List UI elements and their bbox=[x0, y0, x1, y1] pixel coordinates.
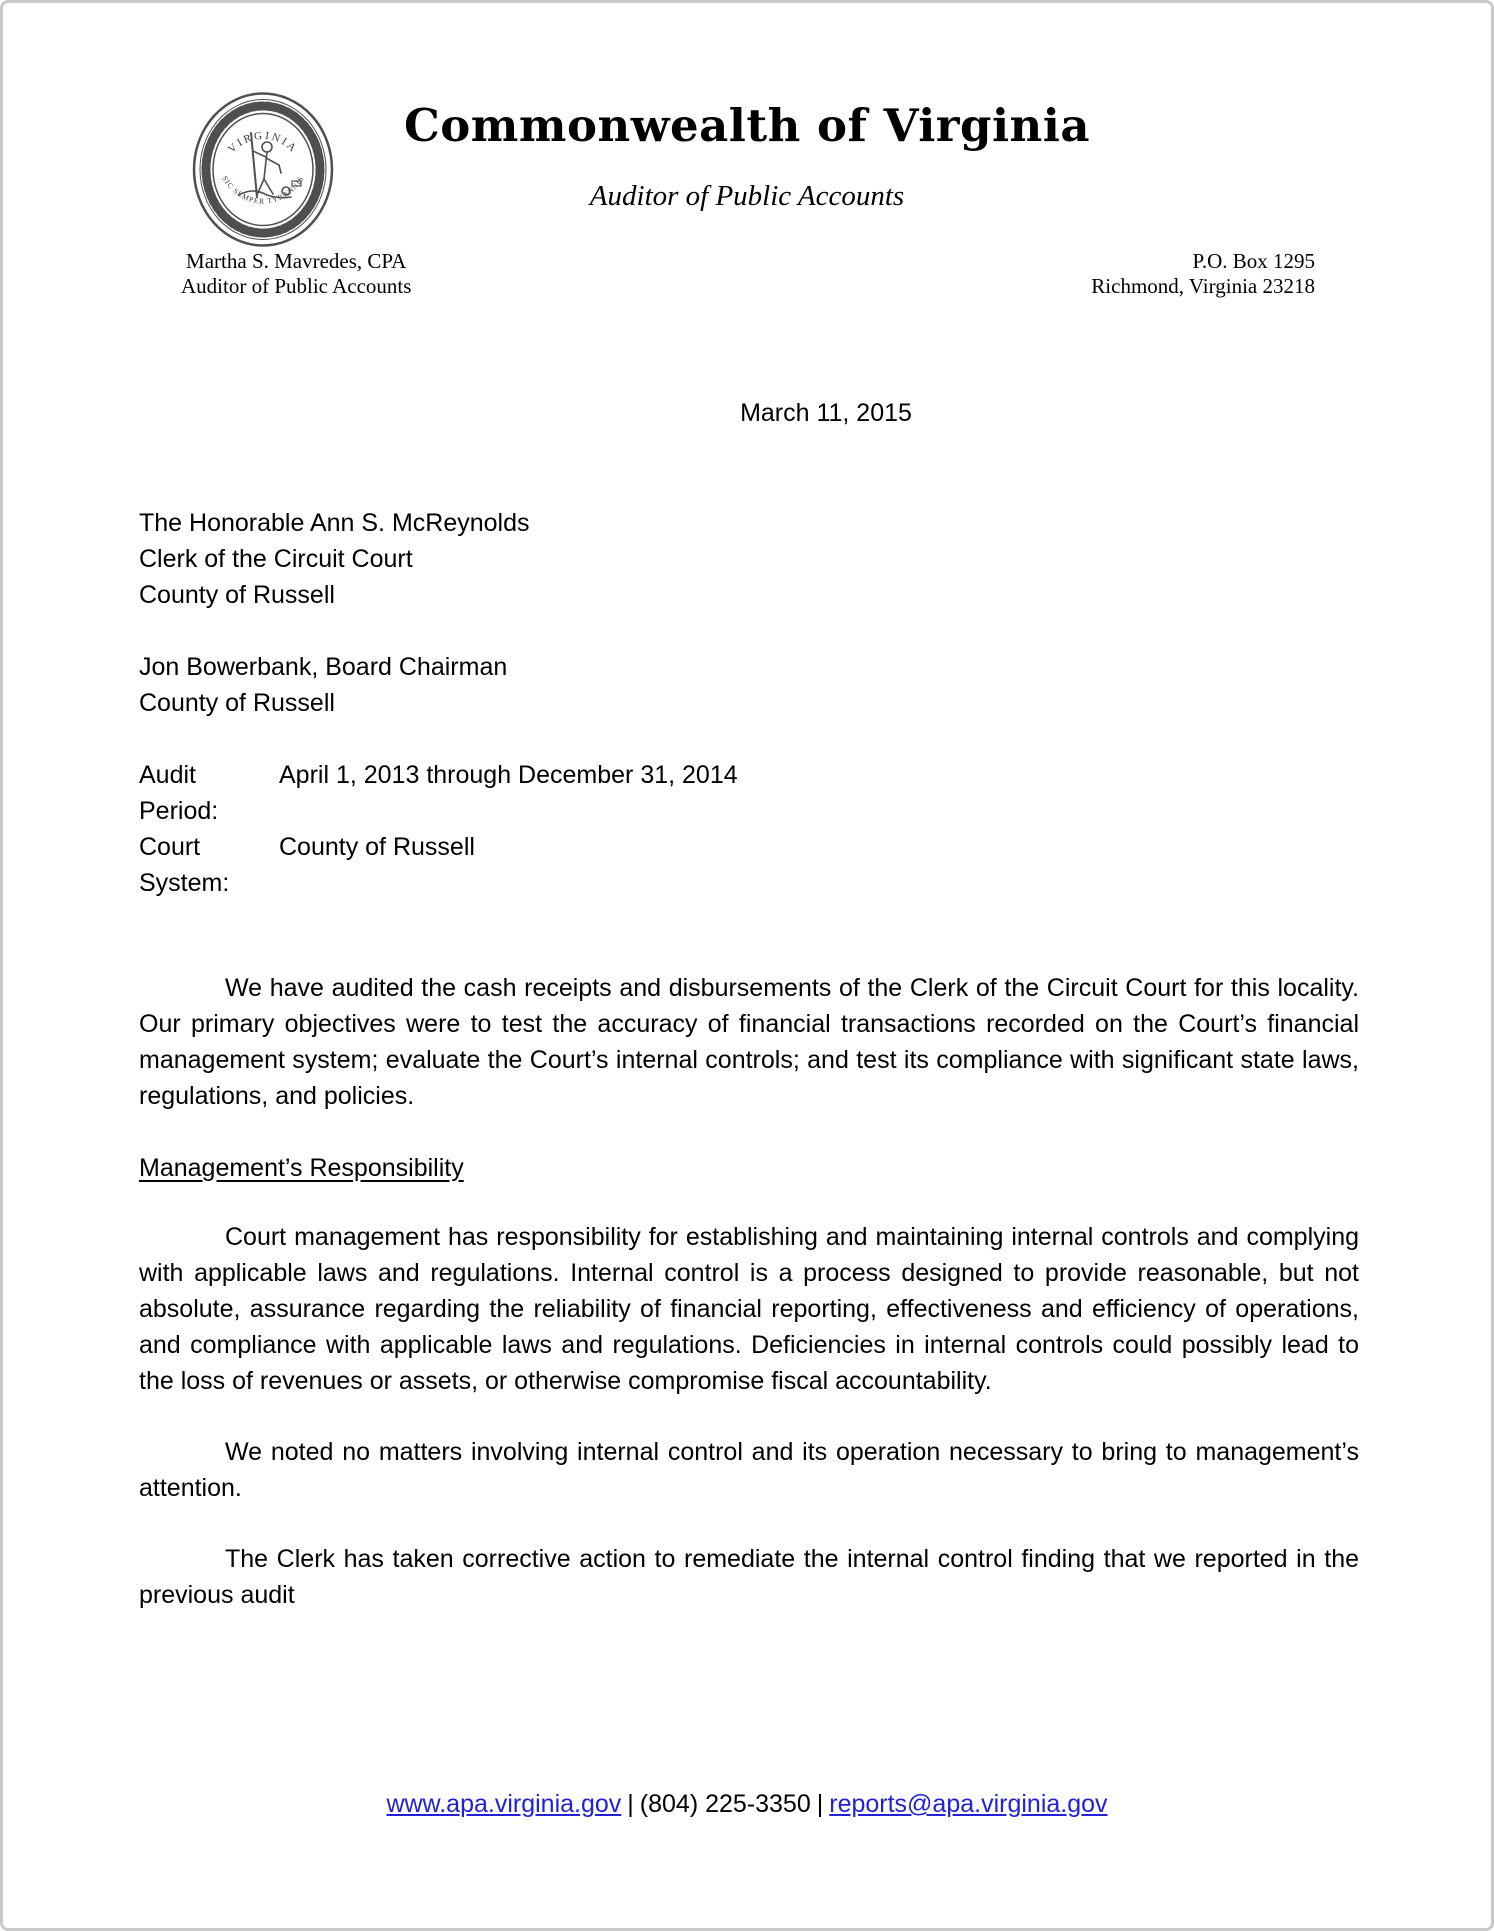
audit-meta-block bbox=[139, 757, 1359, 901]
footer-separator: | bbox=[627, 1790, 634, 1818]
court-system-value: County of Russell bbox=[279, 833, 475, 861]
letter-body bbox=[139, 505, 1359, 1613]
seal-graphic bbox=[191, 91, 335, 248]
address-line-1: P.O. Box 1295 bbox=[1192, 249, 1315, 273]
virginia-state-seal-icon bbox=[191, 91, 335, 248]
official-name: Martha S. Mavredes, CPA bbox=[186, 249, 407, 273]
svg-text:VIRGINIA bbox=[226, 130, 300, 156]
address-line-2: Richmond, Virginia 23218 bbox=[1091, 274, 1315, 298]
court-system-label: Court System: bbox=[139, 833, 230, 897]
recipient-block-2 bbox=[139, 649, 1359, 721]
audit-period-value: April 1, 2013 through December 31, 2014 bbox=[279, 761, 738, 789]
recipient-line: County of Russell bbox=[139, 581, 335, 609]
official-block bbox=[181, 249, 411, 299]
letter-date: March 11, 2015 bbox=[740, 399, 912, 427]
email-link[interactable]: reports@apa.virginia.gov bbox=[829, 1790, 1108, 1818]
page-subtitle: Auditor of Public Accounts bbox=[589, 180, 905, 212]
recipient-line: Clerk of the Circuit Court bbox=[139, 545, 413, 573]
paragraph-audit-scope: We have audited the cash receipts and disbursements of the Clerk of the Circuit Court for this locality. Our primary objectives were to test the accuracy of financial transactions recorded on the Court’s financial management system; evaluate the Court’s internal controls; and test its compliance with significant state laws, regulations, and policies. bbox=[139, 974, 1359, 1110]
audit-period-label: Audit Period: bbox=[139, 761, 219, 825]
page-title: Commonwealth of Virginia bbox=[403, 99, 1091, 152]
paragraph-corrective-action: The Clerk has taken corrective action to remediate the internal control finding that we reported in the previous audit bbox=[139, 1545, 1359, 1609]
svg-text:SIC SEMPER TYRANNIS bbox=[220, 174, 305, 205]
letterhead-columns bbox=[181, 249, 1315, 299]
paragraph-management-responsibility: Court management has responsibility for establishing and maintaining internal controls and complying with applicable laws and regulations. Internal control is a process designed to provide reasonable, but not absolute, assurance regarding the reliability of financial reporting, effectiveness and efficiency of operations, and compliance with applicable laws and regulations. Deficiencies in internal controls could possibly lead to the loss of revenues or assets, or otherwise compromise fiscal accountability. bbox=[139, 1223, 1359, 1395]
audit-period-row bbox=[139, 757, 1359, 829]
seal-motto-text: SIC SEMPER TYRANNIS bbox=[220, 174, 306, 206]
phone-number: (804) 225-3350 bbox=[639, 1790, 811, 1818]
recipient-block-1 bbox=[139, 505, 1359, 613]
seal-top-text: VIRGINIA bbox=[225, 129, 301, 156]
recipient-line: County of Russell bbox=[139, 689, 335, 717]
footer-separator: | bbox=[816, 1790, 824, 1818]
court-system-row bbox=[139, 829, 1359, 901]
recipient-line: Jon Bowerbank, Board Chairman bbox=[139, 653, 508, 681]
website-link[interactable]: www.apa.virginia.gov bbox=[386, 1790, 622, 1818]
office-address-block bbox=[1091, 249, 1315, 299]
official-title: Auditor of Public Accounts bbox=[181, 274, 412, 298]
paragraph-no-matters-noted: We noted no matters involving internal control and its operation necessary to bring to management’s attention. bbox=[139, 1438, 1359, 1502]
section-heading-managements-responsibility: Management’s Responsibility bbox=[139, 1154, 464, 1182]
recipient-line: The Honorable Ann S. McReynolds bbox=[139, 509, 530, 537]
page-footer bbox=[3, 1788, 1491, 1820]
